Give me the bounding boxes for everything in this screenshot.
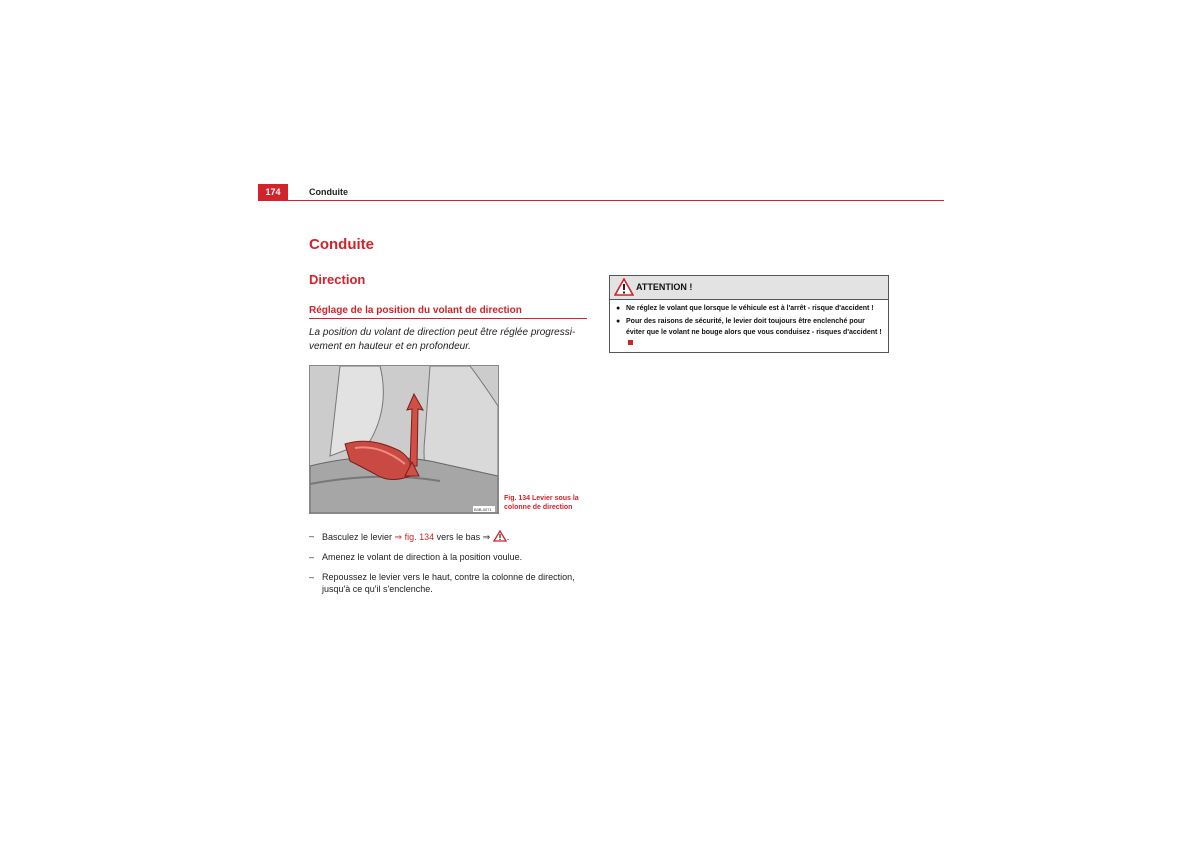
warning-text: Ne réglez le volant que lorsque le véhicule est à l'arrêt - risque d'accident !	[626, 305, 874, 312]
running-header: Conduite	[309, 187, 348, 197]
figure-steering-lever	[309, 365, 499, 514]
header-divider	[258, 200, 944, 201]
figure-reference-link[interactable]: ⇒ fig. 134	[394, 532, 435, 542]
warning-item	[614, 303, 884, 314]
subsection-title: Réglage de la position du volant de direction	[309, 305, 522, 316]
steering-lever-illustration	[310, 366, 498, 513]
step-item	[309, 571, 594, 595]
warning-box	[609, 275, 889, 353]
section-end-marker	[628, 340, 633, 345]
warning-triangle-icon[interactable]	[493, 530, 507, 542]
section-title: Direction	[309, 272, 366, 287]
warning-triangle-icon	[614, 278, 634, 296]
figure-code: B3B-0071	[474, 507, 492, 512]
step-text: Amenez le volant de direction à la position voulue.	[322, 552, 523, 562]
warning-text: Pour des raisons de sécurité, le levier doit toujours être enclenché pour éviter que le volant ne bouge alors que vous conduisez - risques d'accident !	[626, 318, 882, 336]
subsection-divider	[309, 318, 587, 319]
bullet: ●	[616, 318, 621, 325]
figure-caption: Fig. 134 Levier sous la colonne de direction	[504, 495, 579, 511]
intro-paragraph: La position du volant de direction peut être réglée progressi-vement en hauteur et en profondeur.	[309, 327, 576, 352]
step-item	[309, 551, 594, 563]
page-number: 174	[258, 184, 288, 201]
step-dash: –	[309, 552, 315, 562]
step-text: Basculez le levier	[322, 532, 395, 542]
warning-item	[614, 316, 884, 349]
step-dash: –	[309, 572, 315, 582]
chapter-title: Conduite	[309, 236, 374, 253]
step-text: vers le bas ⇒	[434, 532, 493, 542]
bullet: ●	[616, 305, 621, 312]
step-text: Repoussez le levier vers le haut, contre la colonne de direction, jusqu'à ce qu'il s'enclenche.	[322, 572, 575, 594]
warning-body	[610, 300, 888, 352]
step-dash: –	[309, 531, 315, 541]
warning-title: ATTENTION !	[636, 282, 693, 292]
instruction-steps	[309, 530, 594, 603]
warning-header	[610, 276, 888, 300]
step-item: – Basculez le levier ⇒ fig. 134 vers le bas ⇒ .	[309, 531, 510, 542]
